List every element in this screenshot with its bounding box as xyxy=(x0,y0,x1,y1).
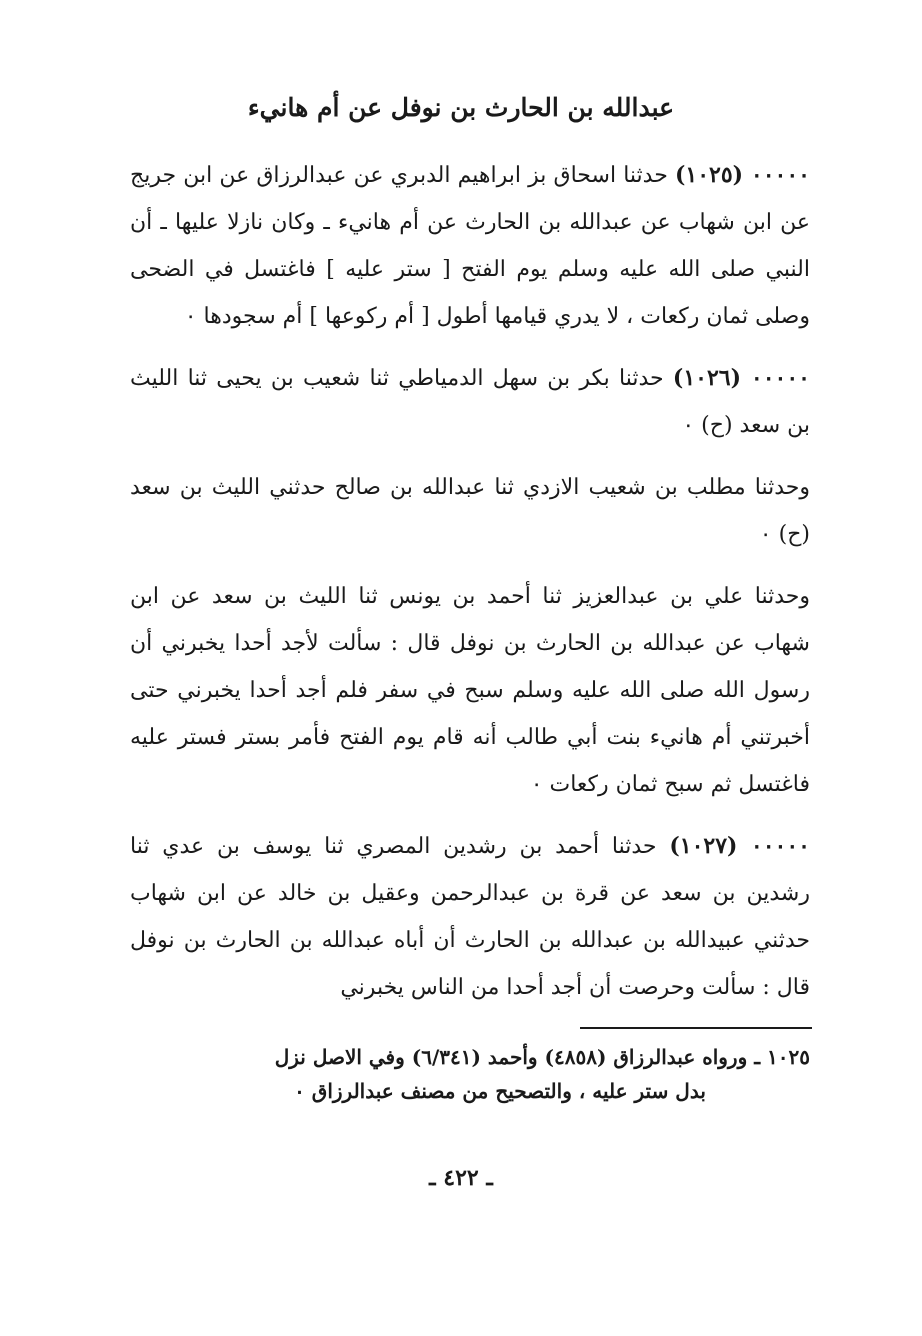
footnote-divider xyxy=(580,1027,812,1029)
hadith-paragraph xyxy=(130,464,810,558)
hadith-text: حدثنا أحمد بن رشدين المصري ثنا يوسف بن عدي ثنا رشدين بن سعد عن قرة بن عبدالرحمن وعقيل بن خالد عن ابن شهاب حدثني عبيدالله بن عبدالله بن الحارث أن أباه عبدالله بن الحارث بن نوفل قال : سألت وحرصت أن أجد أحدا من الناس يخبرني xyxy=(130,834,810,1000)
hadith-number: ٠٠٠٠٠ (١٠٢٦) xyxy=(672,365,810,391)
hadith-paragraph xyxy=(130,355,810,449)
hadith-text: حدثنا اسحاق بز ابراهيم الدبري عن عبدالرزاق عن ابن جريج عن ابن شهاب عن عبدالله بن الحارث عن أم هانيء ـ وكان نازلا عليها ـ أن النبي صلى الله عليه وسلم يوم الفتح [ ستر عليه ] فاغتسل في الضحى وصلى ثمان ركعات ، لا يدري قيامها أطول [ أم ركوعها ] أم سجودها ٠ xyxy=(130,163,810,329)
hadith-paragraph xyxy=(130,152,810,340)
page-number: ـ ٤٢٢ ـ xyxy=(429,1165,493,1191)
hadith-paragraph xyxy=(130,573,810,808)
footnote xyxy=(130,1040,810,1108)
hadith-number: ٠٠٠٠٠ (١٠٢٥) xyxy=(674,162,810,188)
hadith-text: وحدثنا مطلب بن شعيب الازدي ثنا عبدالله بن صالح حدثني الليث بن سعد (ح) ٠ xyxy=(130,475,810,547)
hadith-paragraph xyxy=(130,823,810,1011)
hadith-text: وحدثنا علي بن عبدالعزيز ثنا أحمد بن يونس ثنا الليث بن سعد عن ابن شهاب عن عبدالله بن الحارث بن نوفل قال : سألت لأجد أحدا يخبرني أن رسول الله صلى الله عليه وسلم سبح في سفر فلم أجد أحدا يخبرني حتى أخبرتني أم هانيء بنت أبي طالب أنه قام يوم الفتح فأمر بستر فستر عليه فاغتسل ثم سبح ثمان ركعات ٠ xyxy=(130,584,810,797)
main-text xyxy=(130,152,810,1011)
hadith-text: حدثنا بكر بن سهل الدمياطي ثنا شعيب بن يحيى ثنا الليث بن سعد (ح) ٠ xyxy=(130,366,810,438)
chapter-title: عبدالله بن الحارث بن نوفل عن أم هانيء xyxy=(247,93,675,122)
hadith-number: ٠٠٠٠٠ (١٠٢٧) xyxy=(669,833,810,859)
footnote-line: ١٠٢٥ ـ ورواه عبدالرزاق (٤٨٥٨) وأحمد (٦/٣٤١) وفي الاصل نزل xyxy=(274,1045,810,1069)
footnote-line: بدل ستر عليه ، والتصحيح من مصنف عبدالرزاق ٠ xyxy=(294,1079,706,1103)
